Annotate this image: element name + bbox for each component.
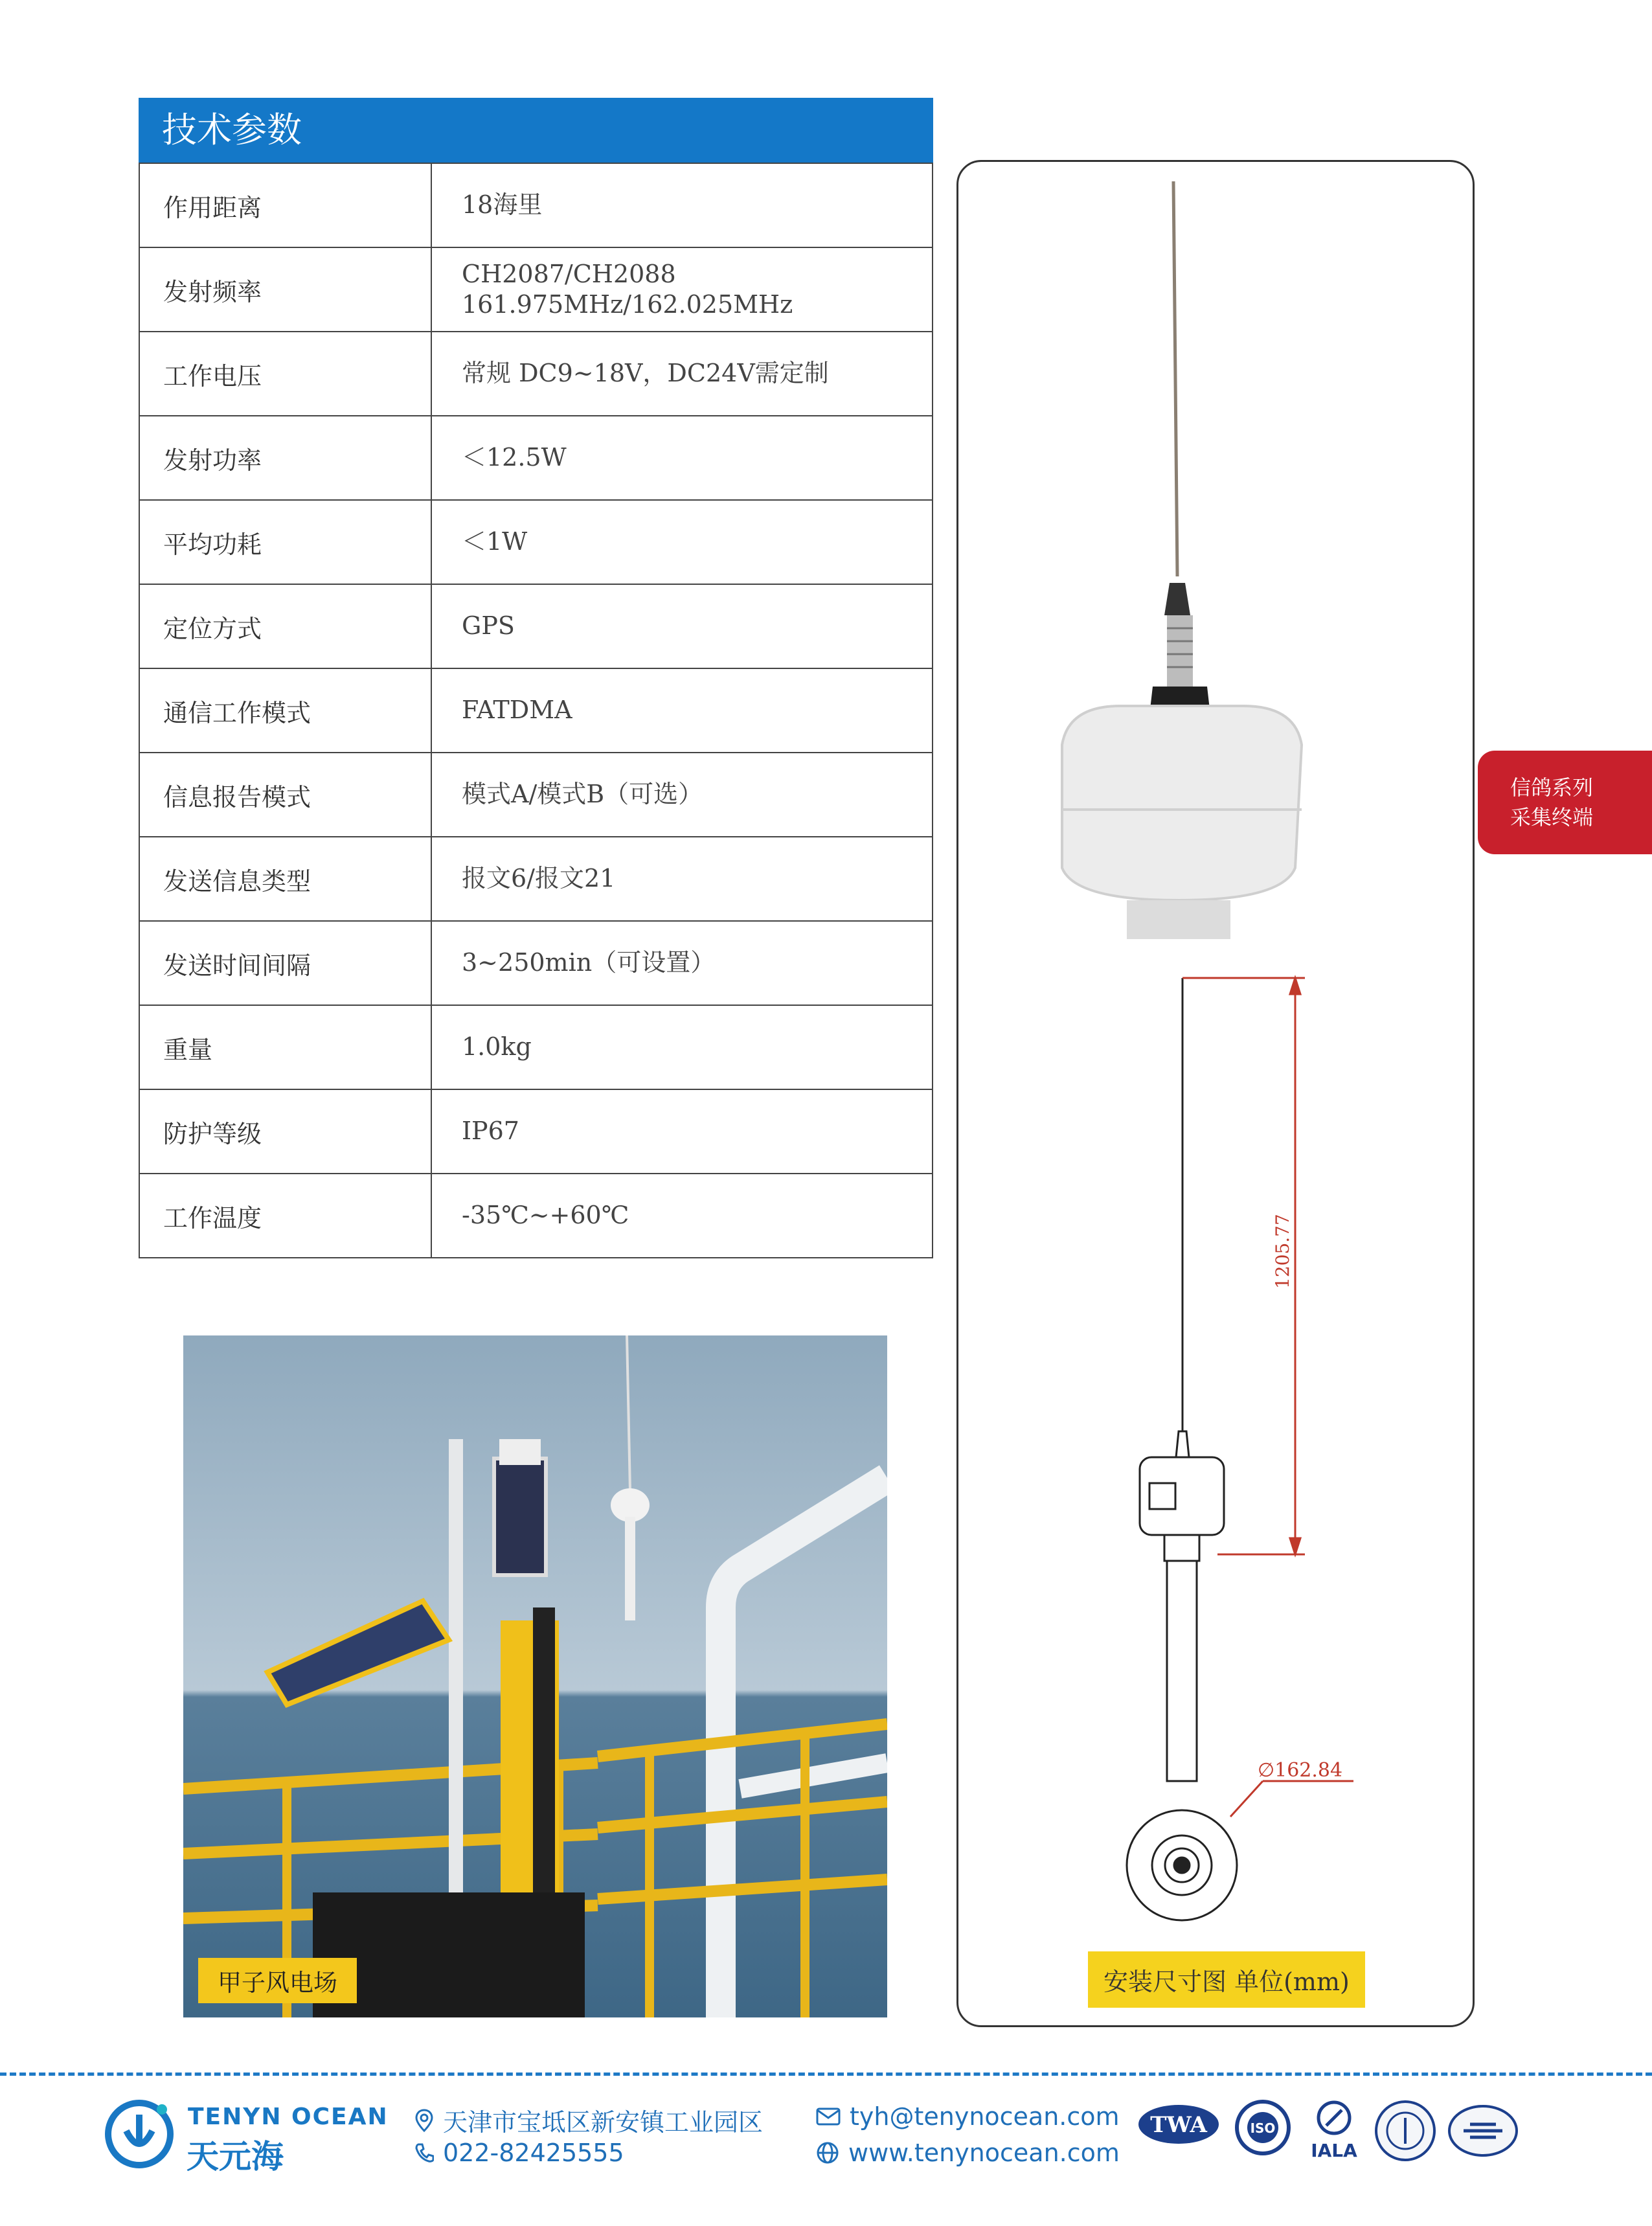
spec-row	[139, 163, 933, 247]
dimension-panel	[956, 160, 1475, 2027]
spec-row	[139, 332, 933, 416]
certification-logos	[1133, 2098, 1522, 2170]
email-link[interactable]: tyh@tenynocean.com	[850, 2102, 1120, 2131]
spec-value: -35℃~+60℃	[431, 1174, 933, 1258]
globe-icon	[816, 2141, 839, 2164]
email-icon	[816, 2107, 841, 2126]
spec-label: 工作温度	[139, 1174, 431, 1258]
iso-text: ISO	[1250, 2120, 1276, 2136]
phone-text: 022-82425555	[443, 2139, 624, 2167]
spec-label: 信息报告模式	[139, 753, 431, 837]
height-dimension-label: 1205.77	[1272, 1214, 1293, 1289]
spec-row	[139, 500, 933, 584]
address-row	[414, 2102, 763, 2138]
spec-label: 作用距离	[139, 163, 431, 247]
spec-value: 常规 DC9~18V，DC24V需定制	[431, 332, 933, 416]
footer-divider	[0, 2073, 1652, 2076]
spec-value: FATDMA	[431, 668, 933, 753]
spec-row	[139, 837, 933, 921]
dimension-outline	[1127, 978, 1237, 1920]
brand-english: TENYN OCEAN	[188, 2104, 389, 2130]
spec-value: ＜12.5W	[431, 416, 933, 500]
spec-value: CH2087/CH2088 161.975MHz/162.025MHz	[431, 247, 933, 332]
iala-logo-icon	[1311, 2102, 1357, 2161]
side-tab-line1: 信鸽系列	[1510, 775, 1594, 800]
spec-label: 发射功率	[139, 416, 431, 500]
spec-value: 报文6/报文21	[431, 837, 933, 921]
product-drawing	[958, 162, 1475, 2027]
phone-icon	[414, 2142, 434, 2163]
wind-farm-photo-image	[183, 1335, 887, 2017]
navigation-seal-icon	[1376, 2102, 1434, 2160]
email-row[interactable]	[816, 2102, 1120, 2131]
spec-row	[139, 753, 933, 837]
site-photo	[183, 1335, 887, 2017]
spec-table	[139, 163, 933, 1258]
side-tab-line2: 采集终端	[1510, 805, 1594, 830]
spec-label: 发送信息类型	[139, 837, 431, 921]
spec-value: GPS	[431, 584, 933, 668]
spec-row	[139, 1089, 933, 1174]
spec-label: 发射频率	[139, 247, 431, 332]
diameter-dimension-label: ∅162.84	[1258, 1759, 1343, 1782]
spec-row	[139, 1005, 933, 1089]
spec-value: 1.0kg	[431, 1005, 933, 1089]
spec-row	[139, 921, 933, 1005]
website-link[interactable]: www.tenynocean.com	[848, 2139, 1120, 2167]
spec-label: 定位方式	[139, 584, 431, 668]
twa-text: TWA	[1150, 2112, 1207, 2138]
spec-label: 平均功耗	[139, 500, 431, 584]
dimension-lines	[1182, 978, 1353, 1817]
spec-row	[139, 668, 933, 753]
spec-label: 通信工作模式	[139, 668, 431, 753]
address-text: 天津市宝坻区新安镇工业园区	[443, 2108, 764, 2137]
website-row[interactable]	[816, 2139, 1120, 2167]
spec-label: 重量	[139, 1005, 431, 1089]
spec-label: 防护等级	[139, 1089, 431, 1174]
phone-row	[414, 2139, 624, 2167]
spec-label: 发送时间间隔	[139, 921, 431, 1005]
photo-caption: 甲子风电场	[198, 1958, 357, 2003]
spec-row	[139, 247, 933, 332]
spec-row	[139, 584, 933, 668]
spec-label: 工作电压	[139, 332, 431, 416]
spec-value: 18海里	[431, 163, 933, 247]
location-pin-icon	[414, 2109, 434, 2132]
antenna-product-image	[1062, 181, 1302, 939]
iso-logo-icon	[1237, 2102, 1289, 2153]
spec-value: ＜1W	[431, 500, 933, 584]
spec-title: 技术参数	[139, 98, 933, 163]
spec-row	[139, 1174, 933, 1258]
iala-text: IALA	[1311, 2140, 1357, 2161]
twa-logo-icon	[1138, 2105, 1219, 2144]
spec-value: 3~250min（可设置）	[431, 921, 933, 1005]
brand-chinese: 天元海	[187, 2138, 284, 2175]
drawing-caption: 安装尺寸图 单位(mm)	[1088, 1951, 1365, 2008]
spec-value: 模式A/模式B（可选）	[431, 753, 933, 837]
association-seal-icon	[1449, 2106, 1517, 2155]
spec-value: IP67	[431, 1089, 933, 1174]
series-side-tab	[1478, 751, 1652, 854]
spec-row	[139, 416, 933, 500]
